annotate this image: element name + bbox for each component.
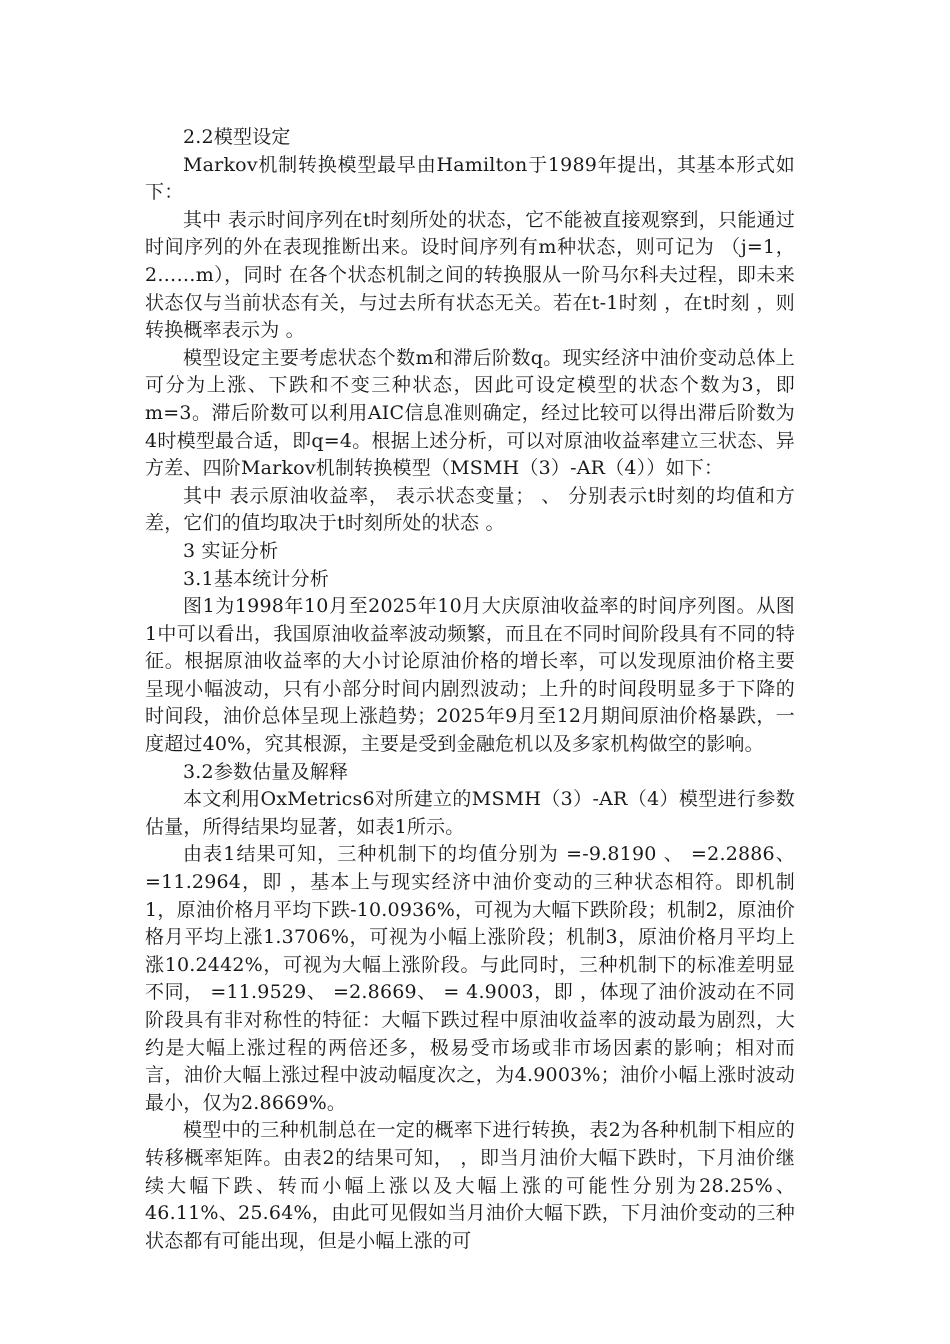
section-heading: 3.1基本统计分析: [183, 567, 330, 590]
paragraph: 其中 表示时间序列在t时刻所处的状态，它不能被直接观察到，只能通过时间序列的外在表现推断出来。设时间序列有m种状态，则可记为 （j=1，2……m），同时 在各个状态机制之间的转换服从一阶马尔科夫过程，即未来状态仅与当前状态有关，与过去所有状态无关。若在t-1时刻 ，在t时刻 ，则转换概率表示为 。: [145, 208, 795, 342]
paragraph: 本文利用OxMetrics6对所建立的MSMH（3）-AR（4）模型进行参数估量，所得结果均显著，如表1所示。: [145, 788, 795, 838]
section-heading: 2.2模型设定: [183, 126, 291, 148]
paragraph: 图1为1998年10月至2025年10月大庆原油收益率的时间序列图。从图1中可以看出，我国原油收益率波动频繁，而且在不同时间阶段具有不同的特征。根据原油收益率的大小讨论原油价格的增长率，可以发现原油价格主要呈现小幅波动，只有小部分时间内剧烈波动；上升的时间段明显多于下降的时间段，油价总体呈现上涨趋势；2025年9月至12月期间原油价格暴跌，一度超过40%，究其根源，主要是受到金融危机以及多家机构做空的影响。: [145, 595, 795, 756]
paragraph: Markov机制转换模型最早由Hamilton于1989年提出，其基本形式如下：: [145, 153, 795, 204]
paragraph: 模型设定主要考虑状态个数m和滞后阶数q。现实经济中油价变动总体上可分为上涨、下跌和不变三种状态，因此可设定模型的状态个数为3，即m=3。滞后阶数可以利用AIC信息准则确定，经过比较可以得出滞后阶数为4时模型最合适，即q=4。根据上述分析，可以对原油收益率建立三状态、异方差、四阶Markov机制转换模型（MSMH（3）-AR（4））如下：: [145, 346, 795, 480]
paragraph: 由表1结果可知，三种机制下的均值分别为 =-9.8190 、 =2.2886、 =11.2964，即 ，基本上与现实经济中油价变动的三种状态相符。即机制1，原油价格月平均下跌-10.0936%，可视为大幅下跌阶段；机制2，原油价格月平均上涨1.3706%，可视为小幅上涨阶段；机制3，原油价格月平均上涨10.2442%，可视为大幅上涨阶段。与此同时，三种机制下的标准差明显不同， =11.9529、 =2.8669、 = 4.9003，即 ，体现了油价波动在不同阶段具有非对称性的特征：大幅下跌过程中原油收益率的波动最为剧烈，大约是大幅上涨过程的两倍还多，极易受市场或非市场因素的影响；相对而言，油价大幅上涨过程中波动幅度次之，为4.9003%；油价小幅上涨时波动最小，仅为2.8669%。: [145, 843, 795, 1114]
section-heading: 3.2参数估量及解释: [183, 760, 349, 783]
document-body: [145, 124, 795, 1255]
paragraph: 其中 表示原油收益率， 表示状态变量； 、 分别表示t时刻的均值和方差，它们的值均取决于t时刻所处的状态 。: [145, 484, 795, 535]
section-heading: 3 实证分析: [183, 539, 279, 562]
paragraph: 模型中的三种机制总在一定的概率下进行转换，表2为各种机制下相应的转移概率矩阵。由表2的结果可知， ，即当月油价大幅下跌时，下月油价继续大幅下跌、转而小幅上涨以及大幅上涨的可能性分别为28.25%、46.11%、25.64%，由此可见假如当月油价大幅下跌，下月油价变动的三种状态都有可能出现，但是小幅上涨的可: [145, 1119, 795, 1252]
